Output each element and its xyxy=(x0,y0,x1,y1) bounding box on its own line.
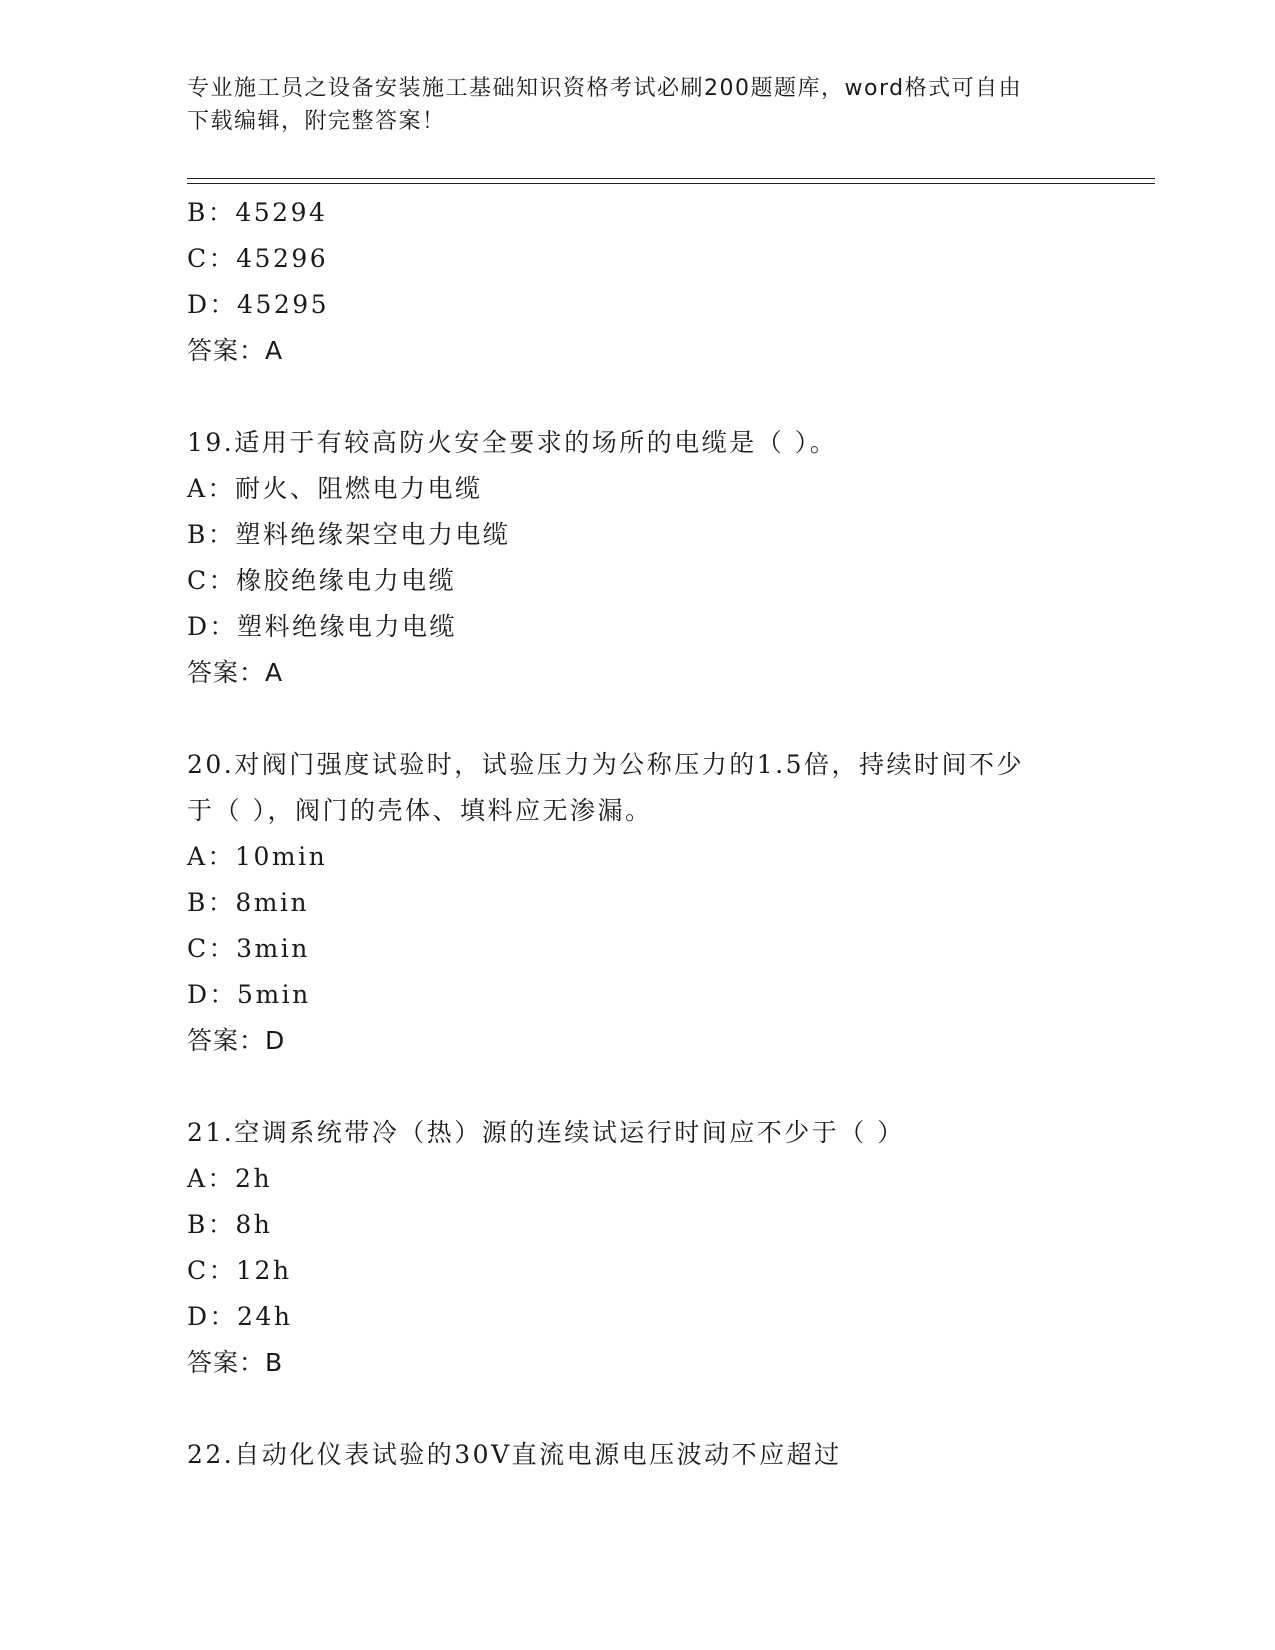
question-19 xyxy=(187,420,1155,696)
answer-line: 答案：B xyxy=(187,1348,284,1377)
question-stem: 19.适用于有较高防火安全要求的场所的电缆是（ ）。 xyxy=(187,428,838,457)
option-c: C：45296 xyxy=(187,244,329,273)
question-stem: 20.对阀门强度试验时，试验压力为公称压力的1.5倍，持续时间不少 xyxy=(187,750,1025,779)
option-b: B：8min xyxy=(187,888,310,917)
option-b: B：塑料绝缘架空电力电缆 xyxy=(187,520,511,549)
option-d: D：5min xyxy=(187,980,311,1009)
question-18-tail xyxy=(187,190,1155,374)
question-22 xyxy=(187,1432,1155,1478)
header-divider-bottom xyxy=(187,183,1155,184)
header-line-2: 下载编辑，附完整答案！ xyxy=(187,109,446,134)
question-stem: 21.空调系统带冷（热）源的连续试运行时间应不少于（ ） xyxy=(187,1118,905,1147)
question-stem: 22.自动化仪表试验的30V直流电源电压波动不应超过 xyxy=(187,1440,842,1469)
option-d: D：45295 xyxy=(187,290,330,319)
option-d: D：24h xyxy=(187,1302,293,1331)
option-a: A：10min xyxy=(187,842,328,871)
question-20 xyxy=(187,742,1155,1064)
option-c: C：3min xyxy=(187,934,310,963)
option-c: C：12h xyxy=(187,1256,292,1285)
option-a: A：2h xyxy=(187,1164,273,1193)
option-c: C：橡胶绝缘电力电缆 xyxy=(187,566,457,595)
document-header xyxy=(187,72,1087,138)
header-line-1: 专业施工员之设备安装施工基础知识资格考试必刷200题题库，word格式可自由 xyxy=(187,76,1023,101)
option-a: A：耐火、阻燃电力电缆 xyxy=(187,474,483,503)
answer-line: 答案：D xyxy=(187,1026,286,1055)
question-21 xyxy=(187,1110,1155,1386)
option-b: B：8h xyxy=(187,1210,273,1239)
header-divider-top xyxy=(187,178,1155,179)
question-list xyxy=(187,190,1155,1478)
question-stem-continued: 于（ ），阀门的壳体、填料应无渗漏。 xyxy=(187,796,653,825)
option-d: D：塑料绝缘电力电缆 xyxy=(187,612,458,641)
answer-line: 答案：A xyxy=(187,336,284,365)
option-b: B：45294 xyxy=(187,198,328,227)
answer-line: 答案：A xyxy=(187,658,284,687)
